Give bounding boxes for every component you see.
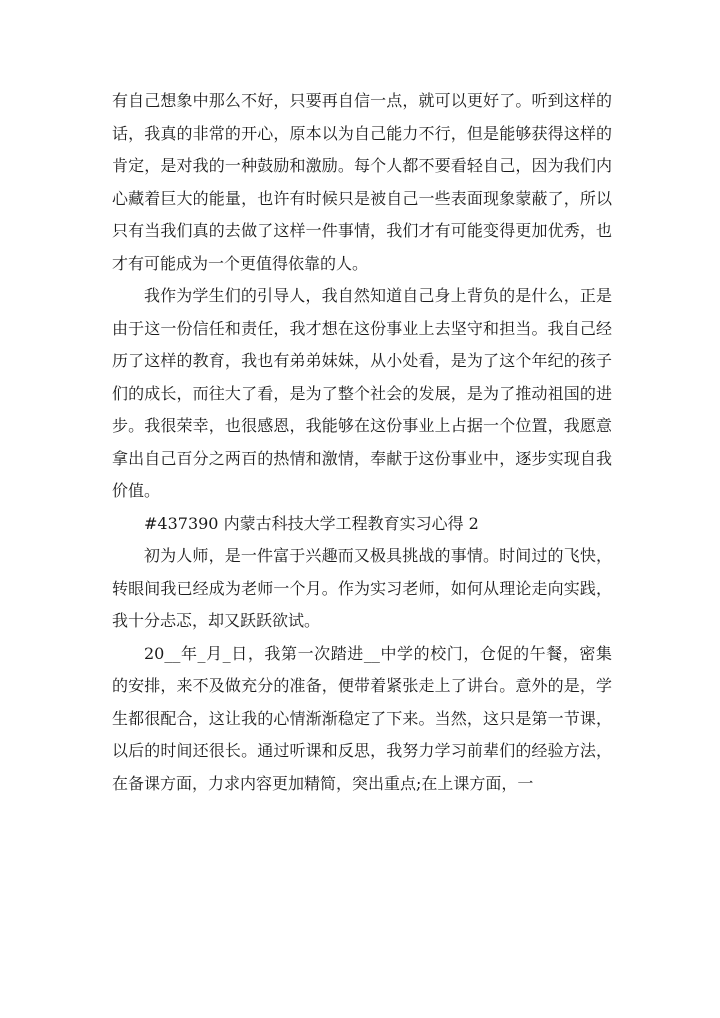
paragraph-1: 有自己想象中那么不好，只要再自信一点，就可以更好了。听到这样的话，我真的非常的开心，原本以为自己能力不行，但是能够获得这样的肯定，是对我的一种鼓励和激励。每个人都不要看轻自己，因为我们内心藏着巨大的能量，也许有时候只是被自己一些表面现象蒙蔽了，所以只有当我们真的去做了这样一件事情，我们才有可能变得更加优秀，也才有可能成为一个更值得依靠的人。 bbox=[112, 91, 612, 273]
paragraph-3: 初为人师，是一件富于兴趣而又极具挑战的事情。时间过的飞快，转眼间我已经成为老师一个月。作为实习老师，如何从理论走向实践，我十分忐忑，却又跃跃欲试。 bbox=[112, 546, 612, 630]
document-body bbox=[112, 85, 612, 800]
section-heading: #437390 内蒙古科技大学工程教育实习心得 2 bbox=[144, 513, 479, 533]
paragraph-2: 我作为学生们的引导人，我自然知道自己身上背负的是什么，正是由于这一份信任和责任，我才想在这份事业上去坚守和担当。我自己经历了这样的教育，我也有弟弟妹妹，从小处看，是为了这个年纪的孩子们的成长，而往大了看，是为了整个社会的发展，是为了推动祖国的进步。我很荣幸，也很感恩，我能够在这份事业上占据一个位置，我愿意拿出自己百分之两百的热情和激情，奉献于这份事业中，逐步实现自我价值。 bbox=[112, 286, 612, 500]
paragraph-4: 20__年_月_日，我第一次踏进__中学的校门，仓促的午餐，密集的安排，来不及做充分的准备，便带着紧张走上了讲台。意外的是，学生都很配合，这让我的心情渐渐稳定了下来。当然，这只是第一节课，以后的时间还很长。通过听课和反思，我努力学习前辈们的经验方法，在备课方面，力求内容更加精简，突出重点;在上课方面，一 bbox=[112, 643, 612, 793]
